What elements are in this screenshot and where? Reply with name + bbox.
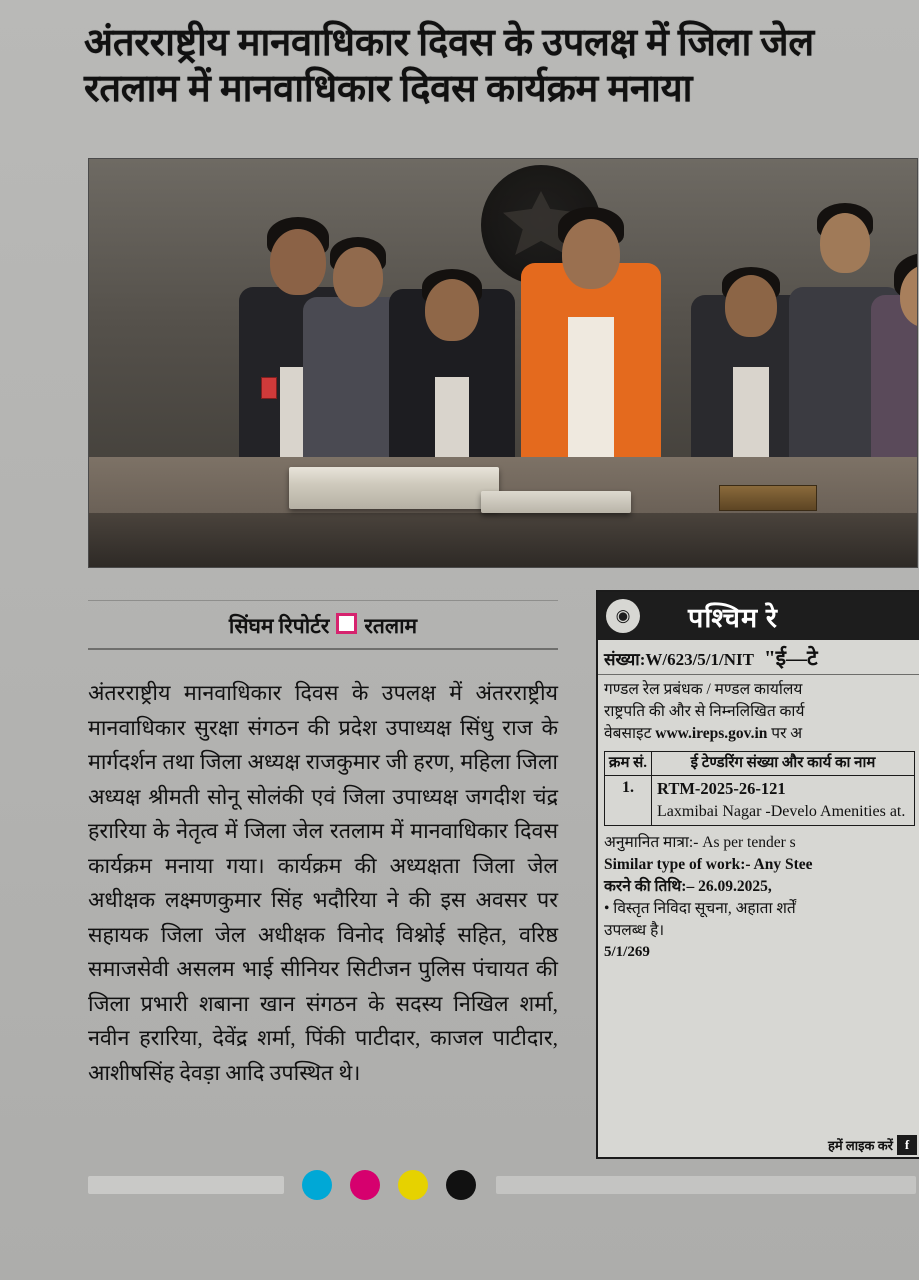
table-row xyxy=(605,776,914,825)
ad-foot-5: उपलब्ध है। xyxy=(604,922,665,939)
ad-nit-hindi: "ई—टे xyxy=(764,646,818,670)
byline-rule xyxy=(88,648,558,650)
byline xyxy=(88,612,558,640)
facebook-icon[interactable]: f xyxy=(897,1135,917,1155)
ad-table-header-row xyxy=(605,752,914,776)
byline-square-icon xyxy=(336,613,357,634)
ad-line-3 xyxy=(604,723,915,745)
ad-line-2: राष्ट्रपति की और से निम्नलिखित कार्य xyxy=(604,703,805,720)
registration-tail-block xyxy=(496,1176,916,1194)
cyan-registration-dot xyxy=(302,1170,332,1200)
ad-foot-3: करने की तिथि:– 26.09.2025, xyxy=(604,878,772,895)
black-registration-dot xyxy=(446,1170,476,1200)
ad-reference-number: 5/1/269 xyxy=(604,944,650,960)
byline-reporter: सिंघम रिपोर्टर xyxy=(228,614,330,638)
ad-line-3-suffix: पर अ xyxy=(767,725,803,742)
photo-desk-front xyxy=(89,513,917,567)
yellow-registration-dot xyxy=(398,1170,428,1200)
ad-row-tender-number: RTM-2025-26-121 xyxy=(657,779,786,798)
print-registration-bar xyxy=(88,1168,916,1202)
ad-nit-row xyxy=(598,640,919,675)
ad-railway-title: पश्चिम रे xyxy=(688,602,778,633)
magenta-registration-dot xyxy=(350,1170,380,1200)
article-photo xyxy=(88,158,918,568)
ad-row-tender-description: Laxmibai Nagar -Develo Amenities at. xyxy=(657,803,906,820)
ad-foot-4: • विस्तृत निविदा सूचना, अहाता शर्तें xyxy=(604,900,796,917)
ad-intro-lines xyxy=(598,675,919,747)
desk-papers-stack xyxy=(289,467,499,509)
ad-col-sno-header: क्रम सं. xyxy=(605,752,652,775)
desk-nameplate xyxy=(719,485,817,511)
byline-rule-top xyxy=(88,600,558,601)
ad-nit-number: संख्या:W/623/5/1/NIT xyxy=(604,650,754,669)
ad-footer-lines xyxy=(598,830,919,944)
ad-row-sno: 1. xyxy=(605,776,652,825)
ad-col-tender-header: ई टेण्डरिंग संख्या और कार्य का नाम xyxy=(690,755,876,771)
page-headline: अंतरराष्ट्रीय मानवाधिकार दिवस के उपलक्ष में जिला जेल रतलाम में मानवाधिकार दिवस कार्यक्रम मनाया xyxy=(84,22,814,110)
article-body: अंतरराष्ट्रीय मानवाधिकार दिवस के उपलक्ष में अंतरराष्ट्रीय मानवाधिकार सुरक्षा संगठन की प्रदेश उपाध्यक्ष सिंधु राज के मार्गदर्शन तथा जिला अध्यक्ष राजकुमार जी हरण, महिला जिला अध्यक्ष श्रीमती सोनू सोलंकी एवं जिला उपाध्यक्ष जगदीश चंद्र हरारिया के नेतृत्व में जिला जेल रतलाम में मानवाधिकार दिवस कार्यक्रम मनाया गया। कार्यक्रम की अध्यक्षता जिला जेल अधीक्षक लक्ष्मणकुमार सिंह भदौरिया ने की इस अवसर पर सहायक जिला जेल अधीक्षक विनोद विश्नोई सहित, वरिष्ठ समाजसेवी असलम भाई सीनियर सिटीजन पुलिस पंचायत की जिला प्रभारी शबाना खान संगठन के सदस्य निखिल शर्मा, नवीन हरारिया, देवेंद्र शर्मा, पिंकी पाटीदार, काजल पाटीदार, आशीषसिंह देवड़ा आदि उपस्थित थे। xyxy=(88,681,558,1085)
ad-social-like[interactable] xyxy=(828,1135,917,1155)
ad-line-3-prefix: वेबसाइट xyxy=(604,725,656,742)
registration-grey-block xyxy=(88,1176,284,1194)
ad-row-tender xyxy=(652,776,914,825)
ad-tender-table xyxy=(604,751,915,826)
desk-papers-sheet xyxy=(481,491,631,513)
indian-railways-logo-icon: ◉ xyxy=(606,599,640,633)
ad-header xyxy=(598,592,919,640)
ad-foot-2: Similar type of work:- Any Stee xyxy=(604,856,813,873)
railway-tender-advertisement xyxy=(596,590,919,1159)
ad-foot-1: अनुमानित मात्रा:- As per tender s xyxy=(604,834,796,851)
byline-location: रतलाम xyxy=(364,614,418,638)
ad-website-link[interactable]: www.ireps.gov.in xyxy=(655,725,768,742)
ad-like-text: हमें लाइक करें xyxy=(827,1138,893,1153)
ad-line-1: गण्डल रेल प्रबंधक / मण्डल कार्यालय xyxy=(604,681,803,698)
